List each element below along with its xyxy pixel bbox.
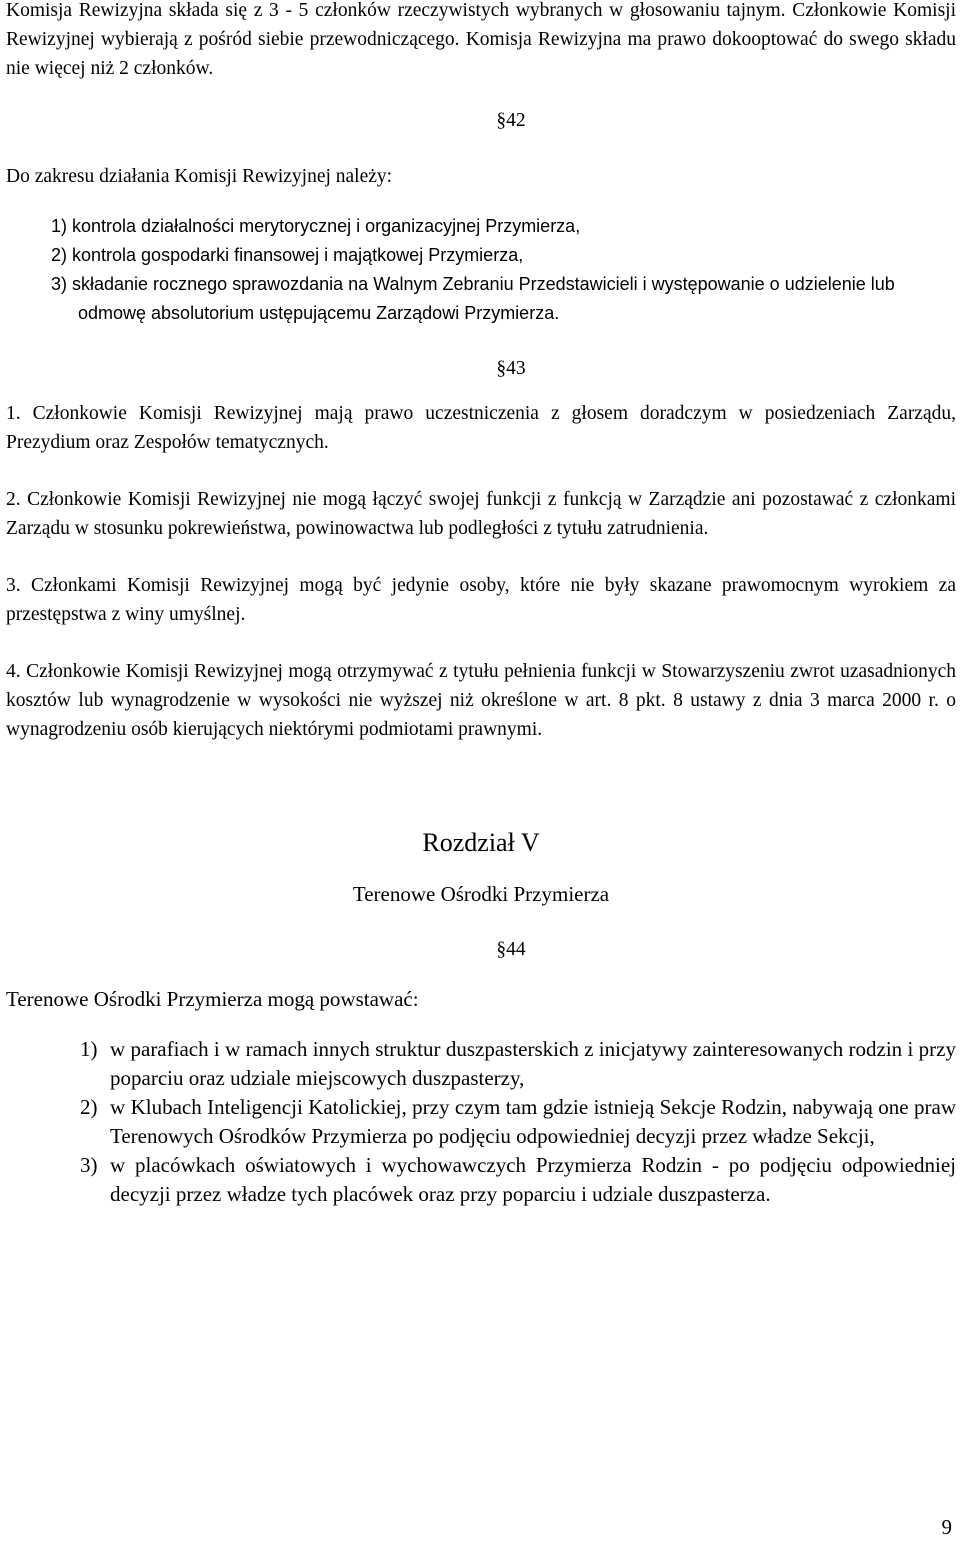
section-43-paragraph-1: 1. Członkowie Komisji Rewizyjnej mają prawo uczestniczenia z głosem doradczym w posiedzeniach Zarządu, Prezydium oraz Zespołów tematycznych. — [6, 403, 956, 453]
list-item-text: w placówkach oświatowych i wychowawczych Przymierza Rodzin - po podjęciu odpowiedniej decyzji przez władze tych placówek oraz przy poparciu i udziale duszpasterza. — [110, 1153, 956, 1206]
intro-paragraph: Komisja Rewizyjna składa się z 3 - 5 członków rzeczywistych wybranych w głosowaniu tajnym. Członkowie Komisji Rewizyjnej wybierają z pośród siebie przewodniczącego. Komisja Rewizyjna ma prawo dokooptować do swego składu nie więcej niż 2 członków. — [6, 0, 956, 79]
section-43-heading: §43 — [496, 358, 526, 379]
list-item-number: 2) — [80, 1095, 98, 1119]
list-item: 1) kontrola działalności merytorycznej i organizacyjnej Przymierza, — [51, 216, 581, 236]
section-43-paragraph-3: 3. Członkami Komisji Rewizyjnej mogą być jedynie osoby, które nie były skazane prawomocnym wyrokiem za przestępstwa z winy umyślnej. — [6, 575, 956, 625]
section-42-list — [6, 212, 956, 328]
list-item-text: w Klubach Inteligencji Katolickiej, przy czym tam gdzie istnieją Sekcje Rodzin, nabywają one praw Terenowych Ośrodków Przymierza po podjęciu odpowiedniej decyzji przez władze Sekcji, — [110, 1095, 956, 1148]
page-number: 9 — [941, 1515, 952, 1539]
section-44-lead: Terenowe Ośrodki Przymierza mogą powstawać: — [6, 987, 419, 1011]
section-44-list — [6, 1035, 956, 1209]
section-44-heading: §44 — [496, 939, 526, 960]
chapter-title: Rozdział V — [422, 828, 540, 857]
list-item — [6, 1151, 956, 1209]
list-item: 2) kontrola gospodarki finansowej i majątkowej Przymierza, — [51, 245, 524, 265]
list-item-number: 3) — [80, 1153, 98, 1177]
list-item — [6, 1093, 956, 1151]
list-item: 3) składanie rocznego sprawozdania na Walnym Zebraniu Przedstawicieli i występowanie o udzielenie lub odmowę absolutorium ustępującemu Zarządowi Przymierza. — [51, 274, 895, 323]
section-43-paragraph-2: 2. Członkowie Komisji Rewizyjnej nie mogą łączyć swojej funkcji z funkcją w Zarządzie ani pozostawać z członkami Zarządu w stosunku pokrewieństwa, powinowactwa lub podległości z tytułu zatrudnienia. — [6, 489, 956, 539]
section-42-heading: §42 — [496, 110, 526, 131]
section-42-lead: Do zakresu działania Komisji Rewizyjnej należy: — [6, 166, 393, 187]
chapter-subtitle: Terenowe Ośrodki Przymierza — [352, 882, 610, 906]
section-43-paragraph-4: 4. Członkowie Komisji Rewizyjnej mogą otrzymywać z tytułu pełnienia funkcji w Stowarzyszeniu zwrot uzasadnionych kosztów lub wynagrodzenie w wysokości nie wyższej niż określone w art. 8 pkt. 8 ustawy z dnia 3 marca 2000 r. o wynagrodzeniu osób kierujących niektórymi podmiotami prawnymi. — [6, 661, 956, 740]
list-item-text: w parafiach i w ramach innych struktur duszpasterskich z inicjatywy zainteresowanych rodzin i przy poparciu oraz udziale miejscowych duszpasterzy, — [110, 1037, 956, 1090]
list-item-number: 1) — [80, 1037, 98, 1061]
list-item — [6, 1035, 956, 1093]
document-page — [6, 0, 956, 1209]
